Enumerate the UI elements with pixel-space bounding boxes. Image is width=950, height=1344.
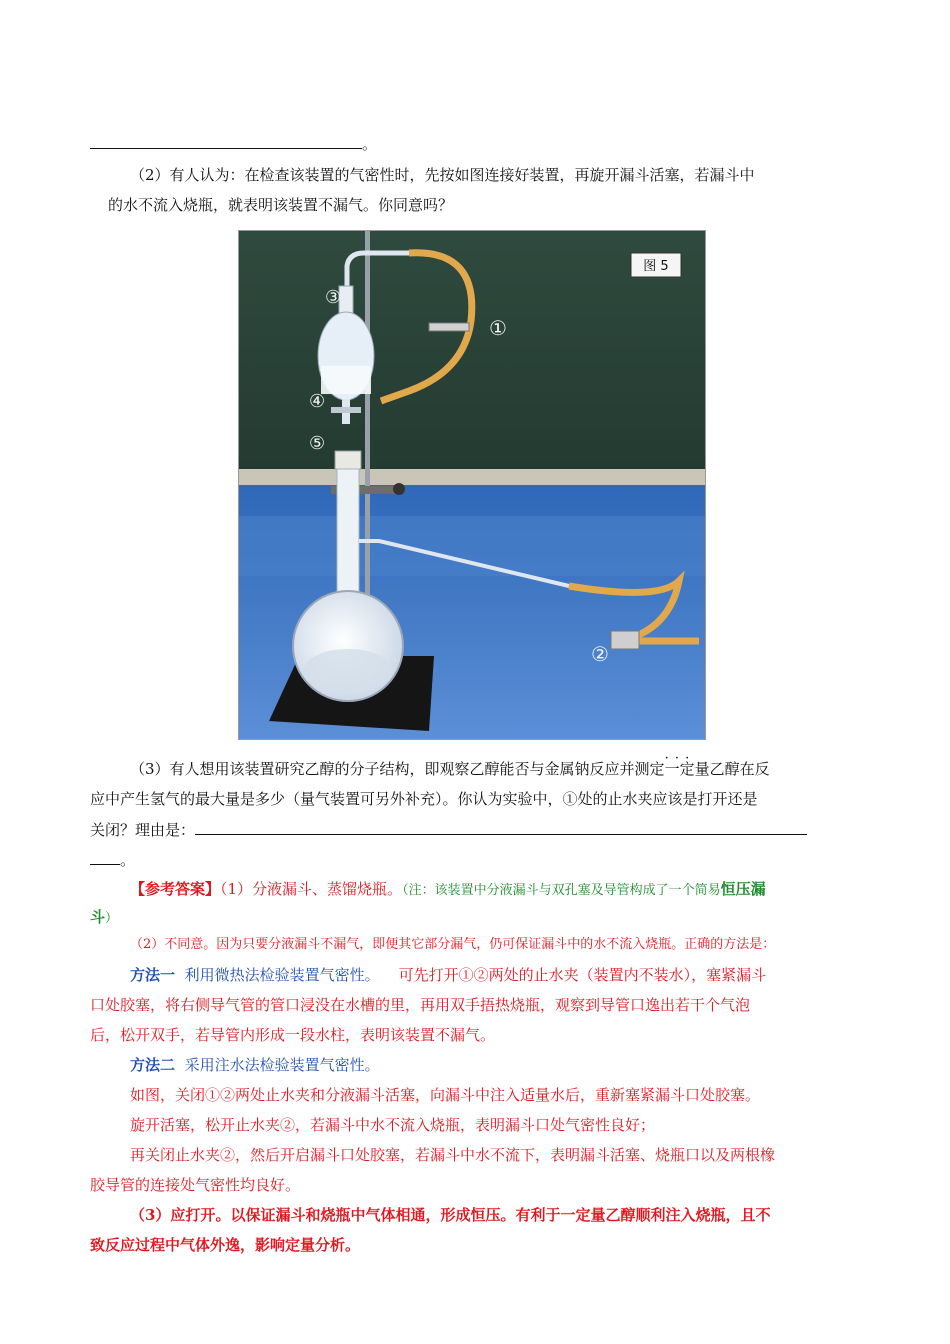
q2-line1: （2）有人认为：在检查该装置的气密性时，先按如图连接好装置，再旋开漏斗活塞，若漏斗中 <box>130 166 755 184</box>
emphasis-text: · · · 一定量 <box>665 760 710 778</box>
q3-line4: 。 <box>90 846 860 873</box>
method2-line3: 旋开活塞，松开止水夹②，若漏斗中水不流入烧瓶，表明漏斗口处气密性良好； <box>130 1116 656 1134</box>
fill-blank <box>90 130 362 149</box>
answer-line1: 【参考答案】（1）分液漏斗、蒸馏烧瓶。（注：该装置中分液漏斗与双孔塞及导管构成了一个简易恒压漏 <box>130 880 766 898</box>
answer-2: （2）不同意。因为只要分液漏斗不漏气，即便其它部分漏气，仍可保证漏斗中的水不流入烧瓶。正确的方法是： <box>130 937 776 952</box>
method1-line2: 口处胶塞，将右侧导气管的管口浸没在水槽的里，再用双手捂热烧瓶，观察到导管口逸出若干个气泡 <box>90 996 751 1014</box>
apparatus-photo <box>238 230 706 740</box>
label-3: ③ <box>325 287 342 308</box>
answer-blank-line: 。 <box>90 130 860 157</box>
q3-line3: 关闭？理由是： <box>90 816 860 843</box>
apparatus-illustration <box>239 231 705 739</box>
method1-line1: 方法一 利用微热法检验装置气密性。 可先打开①②两处的止水夹（装置内不装水），塞紧漏斗 <box>130 966 767 984</box>
figure-caption: 图 5 <box>643 259 669 274</box>
answer-3-line2: 致反应过程中气体外逸，影响定量分析。 <box>90 1236 361 1254</box>
reason-blank <box>195 816 807 835</box>
method2-line4: 再关闭止水夹②，然后开启漏斗口处胶塞，若漏斗中水不流下，表明漏斗活塞、烧瓶口以及两根橡 <box>130 1146 776 1164</box>
q2-line2: 的水不流入烧瓶，就表明该装置不漏气。你同意吗？ <box>108 196 454 214</box>
label-4: ④ <box>309 391 326 412</box>
label-2: ② <box>591 642 609 666</box>
method2-line2: 如图，关闭①②两处止水夹和分液漏斗活塞，向漏斗中注入适量水后，重新塞紧漏斗口处胶塞。 <box>130 1086 761 1104</box>
answer-line2: 斗） <box>90 908 119 926</box>
label-1: ① <box>489 316 507 340</box>
method2-line5: 胶导管的连接处气密性均良好。 <box>90 1176 301 1194</box>
method2-line1: 方法二 采用注水法检验装置气密性。 <box>130 1056 380 1074</box>
q3-line1: （3）有人想用该装置研究乙醇的分子结构，即观察乙醇能否与金属钠反应并测定· · · 一定量乙醇在反 <box>90 756 900 782</box>
method1-line3: 后，松开双手，若导管内形成一段水柱，表明该装置不漏气。 <box>90 1026 496 1044</box>
q3-line2: 应中产生氢气的最大量是多少（量气装置可另外补充）。你认为实验中，①处的止水夹应该是打开还是 <box>90 790 758 808</box>
reason-blank-cont <box>90 846 120 865</box>
label-5: ⑤ <box>309 433 326 454</box>
answer-3-line1: （3）应打开。以保证漏斗和烧瓶中气体相通，形成恒压。有利于一定量乙醇顺利注入烧瓶，且不 <box>130 1206 771 1224</box>
